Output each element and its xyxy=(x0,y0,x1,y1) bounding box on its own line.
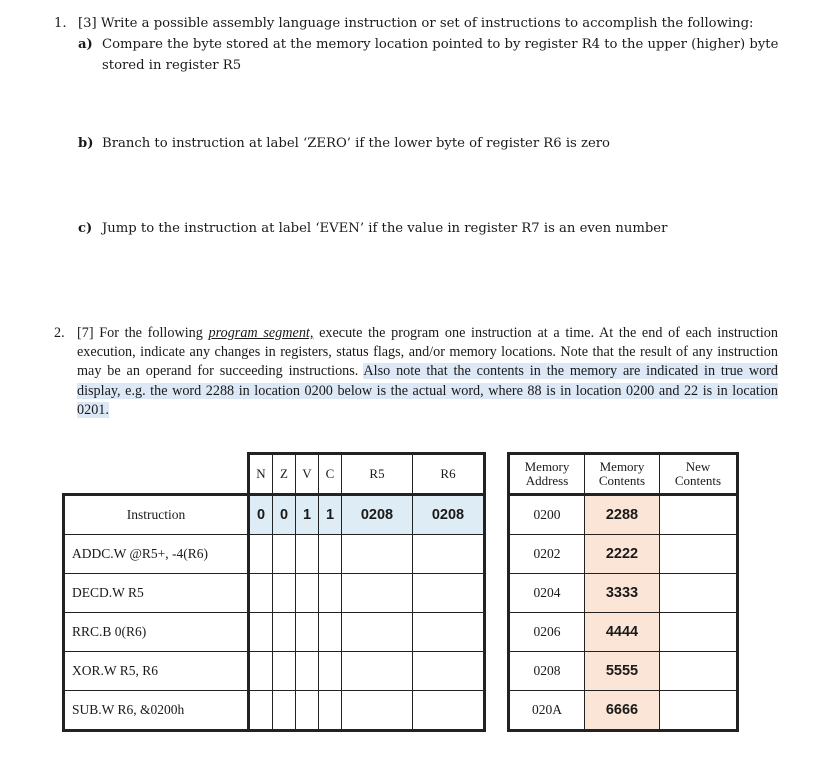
flag-z-cell[interactable] xyxy=(273,652,296,691)
r6-initial: 0208 xyxy=(413,495,485,535)
r5-cell[interactable] xyxy=(342,574,413,613)
memory-contents: 2288 xyxy=(585,495,660,535)
memory-address: 0206 xyxy=(509,613,585,652)
part-b-text: Branch to instruction at label ‘ZERO’ if the lower byte of register R6 is zero xyxy=(102,136,610,151)
part-c-text: Jump to the instruction at label ‘EVEN’ if the value in register R7 is an even number xyxy=(102,221,668,236)
memory-contents: 5555 xyxy=(585,652,660,691)
new-contents-cell[interactable] xyxy=(660,574,738,613)
flag-n-cell[interactable] xyxy=(249,535,273,574)
new-contents-header: New Contents xyxy=(660,454,738,495)
flag-v-cell[interactable] xyxy=(296,535,319,574)
memory-table xyxy=(507,452,739,732)
flag-n-cell[interactable] xyxy=(249,613,273,652)
flag-v-initial: 1 xyxy=(296,495,319,535)
new-contents-cell[interactable] xyxy=(660,613,738,652)
flag-c-header: C xyxy=(319,454,342,495)
part-b-label: b) xyxy=(78,136,94,151)
question-2-body xyxy=(77,324,778,420)
flag-z-cell[interactable] xyxy=(273,613,296,652)
instruction-row xyxy=(64,691,485,731)
new-contents-cell[interactable] xyxy=(660,495,738,535)
flag-v-cell[interactable] xyxy=(296,691,319,731)
memory-row xyxy=(509,652,738,691)
flag-n-cell[interactable] xyxy=(249,652,273,691)
part-a-label: a) xyxy=(78,37,93,52)
part-c-label: c) xyxy=(78,221,93,236)
instruction-cell: RRC.B 0(R6) xyxy=(64,613,249,652)
question-1-stem: [3] Write a possible assembly language instruction or set of instructions to accomplish the following: xyxy=(78,16,754,31)
instruction-row xyxy=(64,652,485,691)
new-contents-cell[interactable] xyxy=(660,535,738,574)
memory-contents: 4444 xyxy=(585,613,660,652)
flag-n-header: N xyxy=(249,454,273,495)
instruction-header: Instruction xyxy=(64,495,249,535)
memory-contents: 3333 xyxy=(585,574,660,613)
memory-address: 020A xyxy=(509,691,585,731)
r5-cell[interactable] xyxy=(342,613,413,652)
memory-contents-header: Memory Contents xyxy=(585,454,660,495)
flag-z-cell[interactable] xyxy=(273,574,296,613)
r6-header: R6 xyxy=(413,454,485,495)
memory-contents: 6666 xyxy=(585,691,660,731)
r5-cell[interactable] xyxy=(342,535,413,574)
memory-header-row xyxy=(509,454,738,495)
initial-state-row xyxy=(64,495,485,535)
memory-row xyxy=(509,574,738,613)
memory-contents: 2222 xyxy=(585,535,660,574)
flag-c-cell[interactable] xyxy=(319,691,342,731)
r5-cell[interactable] xyxy=(342,652,413,691)
flag-c-cell[interactable] xyxy=(319,652,342,691)
memory-row xyxy=(509,613,738,652)
r6-cell[interactable] xyxy=(413,535,485,574)
memory-row xyxy=(509,535,738,574)
flag-n-initial: 0 xyxy=(249,495,273,535)
flag-v-cell[interactable] xyxy=(296,652,319,691)
flag-z-cell[interactable] xyxy=(273,535,296,574)
flag-v-cell[interactable] xyxy=(296,613,319,652)
instruction-row xyxy=(64,613,485,652)
memory-address: 0202 xyxy=(509,535,585,574)
question-1-number: 1. xyxy=(54,16,67,31)
memory-row xyxy=(509,691,738,731)
instruction-cell: ADDC.W @R5+, -4(R6) xyxy=(64,535,249,574)
instruction-cell: SUB.W R6, &0200h xyxy=(64,691,249,731)
flag-c-cell[interactable] xyxy=(319,613,342,652)
question-2-highlighted-text: Also note that the contents in the memory are indicated in true word display, e.g. the word 2288 in location 0200 below is the actual word, where 88 is in location 0200 and 22 is in location 0201. xyxy=(77,363,778,418)
flag-v-cell[interactable] xyxy=(296,574,319,613)
part-a-text: Compare the byte stored at the memory location pointed to by register R4 to the upper (higher) byte stored in register R5 xyxy=(102,37,779,73)
empty-corner-cell xyxy=(64,454,249,495)
r6-cell[interactable] xyxy=(413,613,485,652)
flag-v-header: V xyxy=(296,454,319,495)
r5-cell[interactable] xyxy=(342,691,413,731)
r6-cell[interactable] xyxy=(413,574,485,613)
instruction-row xyxy=(64,535,485,574)
flag-n-cell[interactable] xyxy=(249,691,273,731)
flag-c-cell[interactable] xyxy=(319,574,342,613)
r5-initial: 0208 xyxy=(342,495,413,535)
question-2-lead: [7] For the following xyxy=(77,325,209,341)
r6-cell[interactable] xyxy=(413,652,485,691)
new-contents-cell[interactable] xyxy=(660,691,738,731)
instruction-row xyxy=(64,574,485,613)
memory-address: 0208 xyxy=(509,652,585,691)
flag-z-header: Z xyxy=(273,454,296,495)
flag-n-cell[interactable] xyxy=(249,574,273,613)
flag-z-initial: 0 xyxy=(273,495,296,535)
r5-header: R5 xyxy=(342,454,413,495)
question-2-number: 2. xyxy=(54,325,65,341)
instruction-cell: XOR.W R5, R6 xyxy=(64,652,249,691)
execution-header-row xyxy=(64,454,485,495)
instruction-cell: DECD.W R5 xyxy=(64,574,249,613)
question-2-text-a: execute the program one instruction at a time. At the end of each instruction execution, indicate any changes in registers, status flags, and/or memory locations. Note that the result of any instruction may be an operand for succeeding instructions. xyxy=(77,325,778,380)
r6-cell[interactable] xyxy=(413,691,485,731)
memory-row xyxy=(509,495,738,535)
question-2-emphasis: program segment, xyxy=(208,325,314,341)
new-contents-cell[interactable] xyxy=(660,652,738,691)
memory-address: 0204 xyxy=(509,574,585,613)
flag-z-cell[interactable] xyxy=(273,691,296,731)
execution-table xyxy=(62,452,486,732)
memory-address-header: Memory Address xyxy=(509,454,585,495)
flag-c-initial: 1 xyxy=(319,495,342,535)
memory-address: 0200 xyxy=(509,495,585,535)
flag-c-cell[interactable] xyxy=(319,535,342,574)
